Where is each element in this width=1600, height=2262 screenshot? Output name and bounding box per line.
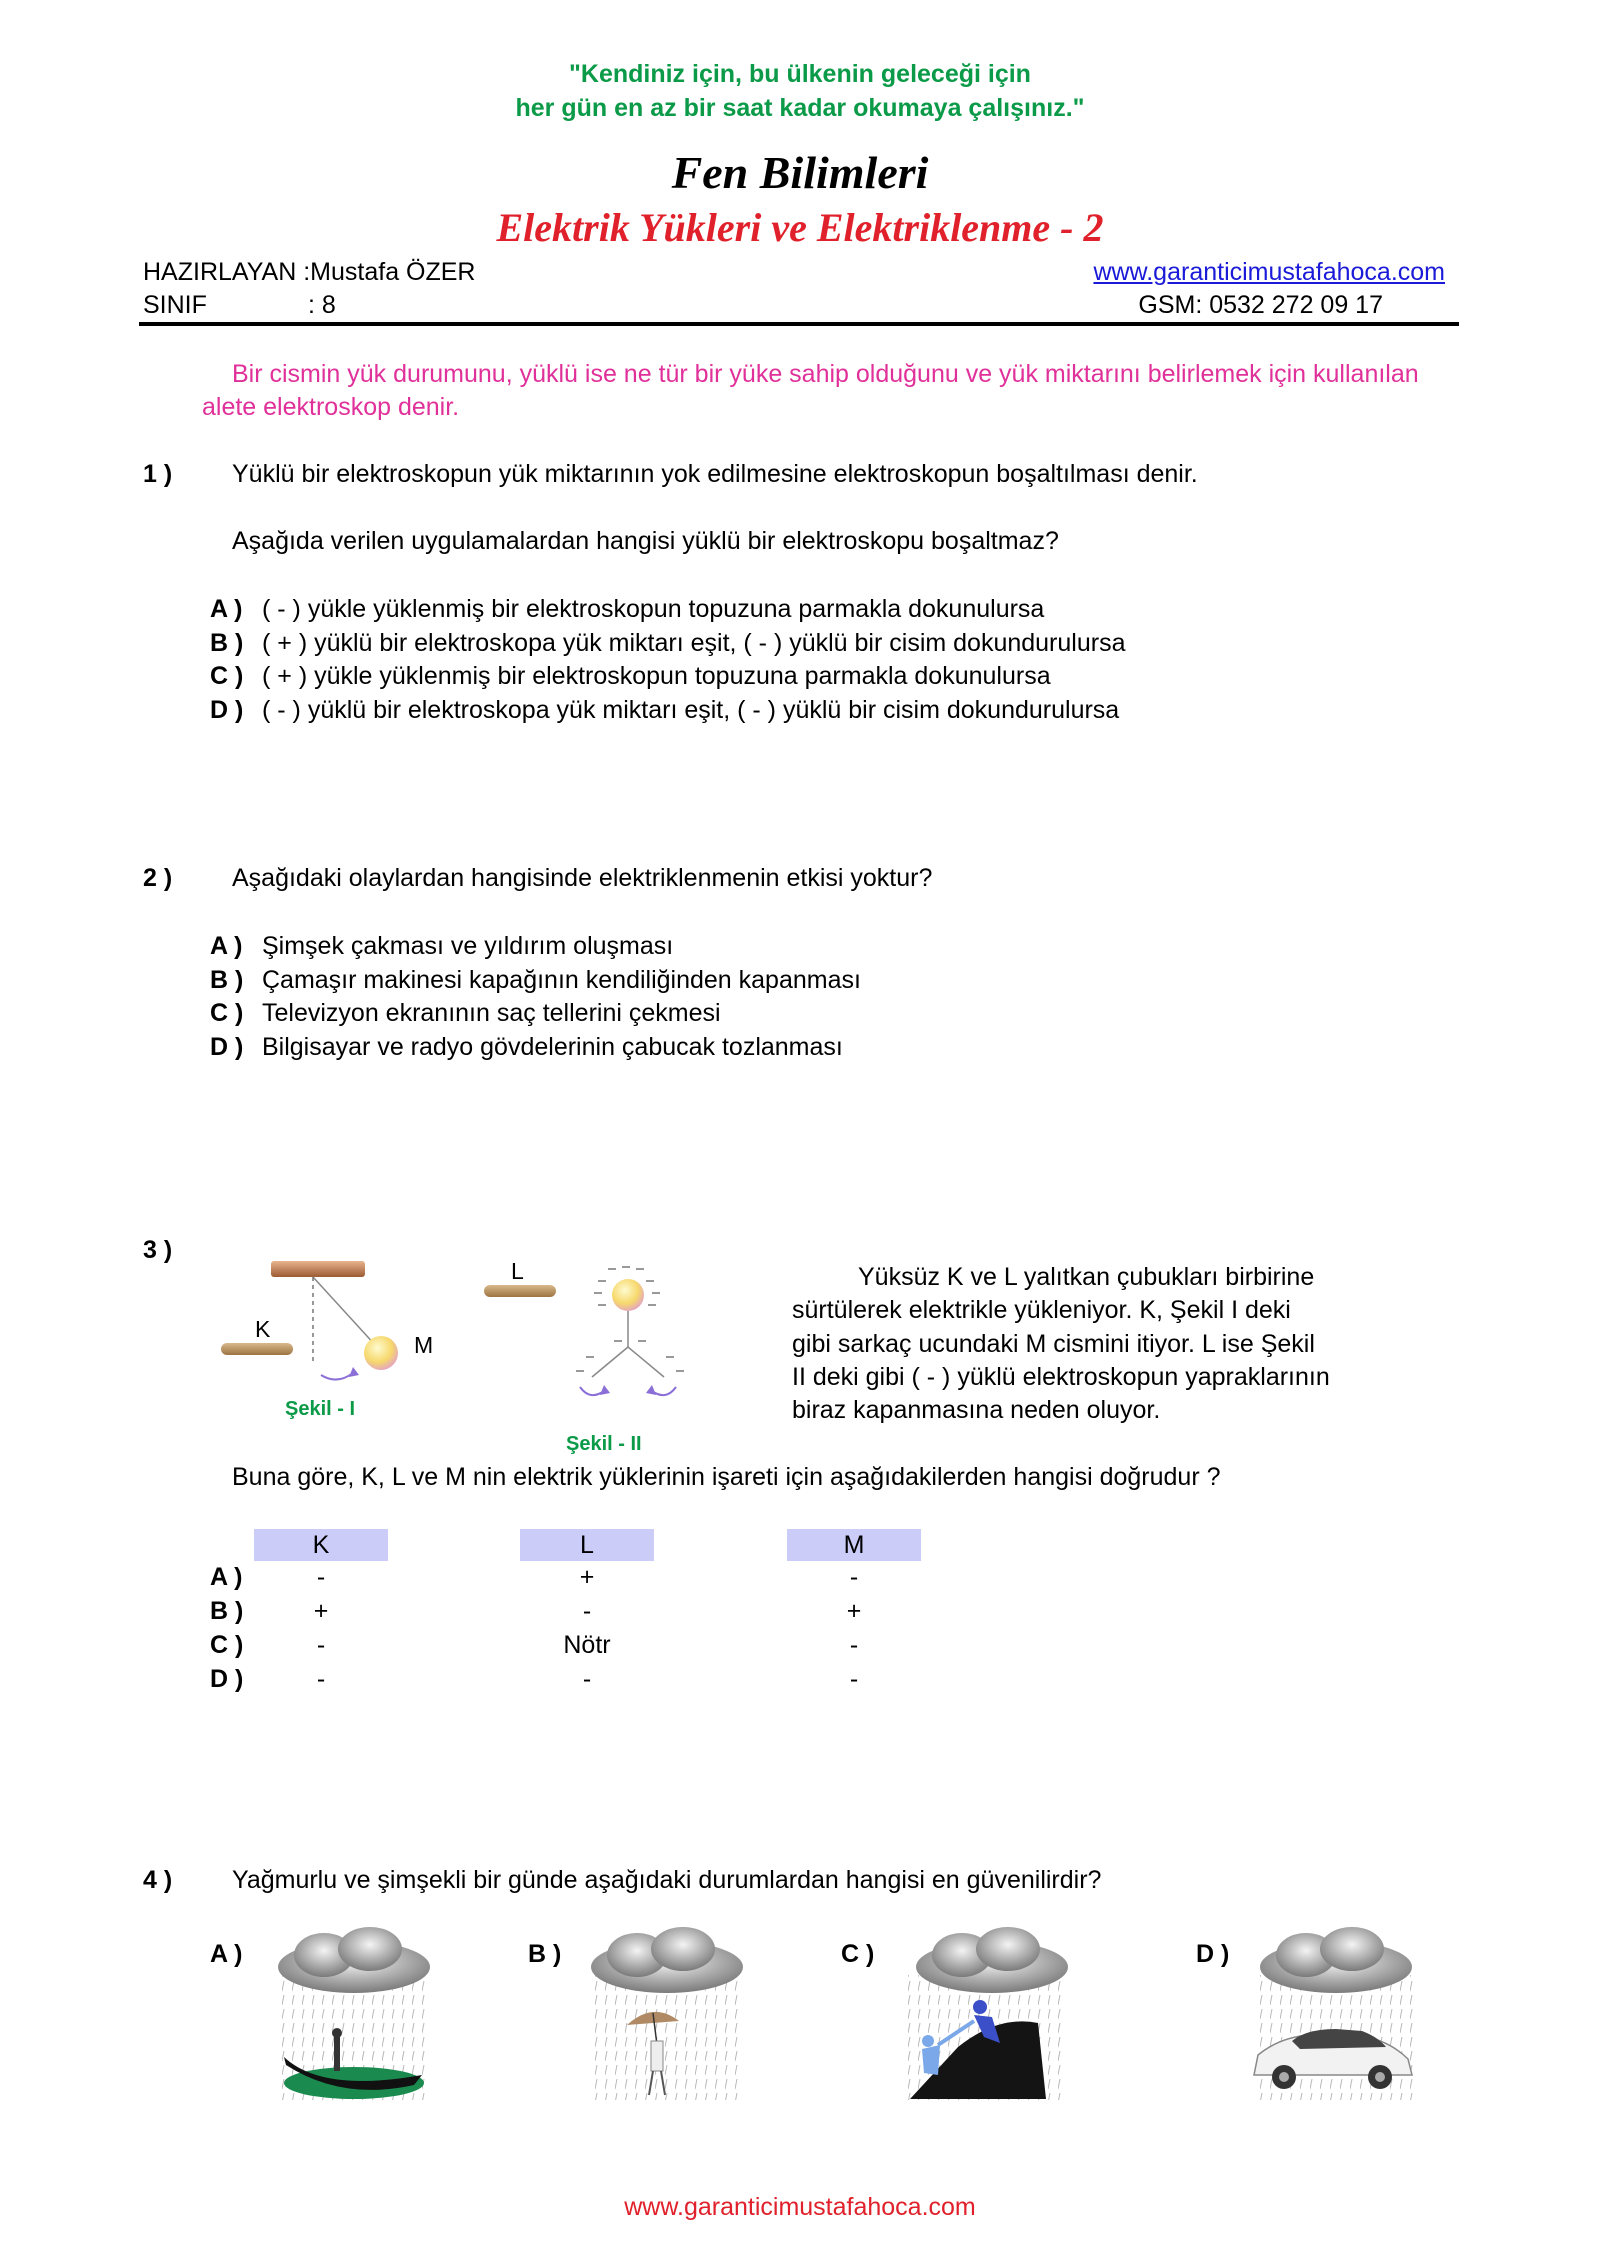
label-l: L [511,1258,524,1284]
q1-option-b[interactable]: B ) ( + ) yüklü bir elektroskopa yük miktarı eşit, ( - ) yüklü bir cisim dokundurulursa [210,629,1126,657]
q3-option-a-label[interactable]: A ) [210,1563,243,1591]
motto-line-1: "Kendiniz için, bu ülkenin geleceği için [569,60,1031,88]
q3-b-m: + [846,1597,862,1625]
q1-option-c[interactable]: C ) ( + ) yükle yüklenmiş bir elektroskopun topuzuna parmakla dokunulursa [210,662,1051,690]
pendulum-figure [215,1255,475,1395]
gondola-scene-image[interactable] [262,1925,442,2110]
q3-b-k: + [313,1597,329,1625]
q3-c-k: - [316,1631,326,1659]
electroscope-knob [612,1279,644,1311]
q2-number: 2 ) [143,864,173,892]
q1-text2: Aşağıda verilen uygulamalardan hangisi yüklü bir elektroskopu boşaltmaz? [232,527,1059,555]
class-value: : 8 [308,291,336,319]
intro-text: Bir cismin yük durumunu, yüklü ise ne tür bir yüke sahip olduğunu ve yük miktarını belirlemek için kullanılan alete elektroskop denir. [202,360,1419,421]
rod-l [484,1285,556,1297]
label-k: K [255,1316,271,1342]
q3-question: Buna göre, K, L ve M nin elektrik yüklerinin işareti için aşağıdakilerden hangisi doğrudur ? [232,1463,1221,1491]
q3-b-l: - [582,1597,592,1625]
q2-option-c[interactable]: C ) Televizyon ekranının saç tellerini çekmesi [210,999,721,1027]
car-scene-image[interactable] [1240,1925,1425,2110]
class-label: SINIF [143,291,207,319]
q3-desc-4: II deki gibi ( - ) yüklü elektroskopun yapraklarının [792,1363,1330,1391]
prepared-by: HAZIRLAYAN :Mustafa ÖZER [143,258,476,286]
figure-2-caption: Şekil - II [566,1433,642,1455]
q2-option-b[interactable]: B ) Çamaşır makinesi kapağının kendiliğinden kapanması [210,966,861,994]
q3-number: 3 ) [143,1236,173,1264]
q3-desc-3: gibi sarkaç ucundaki M cismini itiyor. L ise Şekil [792,1330,1315,1358]
website-link-header[interactable]: www.garanticimustafahoca.com [1093,258,1445,286]
motto-line-2: her gün en az bir saat kadar okumaya çalışınız." [515,94,1085,122]
page-subtitle: Elektrik Yükleri ve Elektriklenme - 2 [496,205,1104,250]
q1-option-d[interactable]: D ) ( - ) yüklü bir elektroskopa yük miktarı eşit, ( - ) yüklü bir cisim dokundurulursa [210,696,1120,724]
q2-option-d[interactable]: D ) Bilgisayar ve radyo gövdelerinin çabucak tozlanması [210,1033,843,1061]
q3-a-m: - [849,1563,859,1591]
gsm-number: GSM: 0532 272 09 17 [1138,291,1383,319]
q4-option-a-label[interactable]: A ) [210,1940,243,1968]
q4-number: 4 ) [143,1866,173,1894]
q3-d-k: - [316,1665,326,1693]
q1-option-a[interactable]: A ) ( - ) yükle yüklenmiş bir elektroskopun topuzuna parmakla dokunulursa [210,595,1045,623]
leaf-left [592,1347,628,1377]
q3-c-l: Nötr [563,1631,611,1659]
figure-1-caption: Şekil - I [285,1398,356,1420]
umbrella-scene-image[interactable] [575,1925,755,2110]
q3-desc-1: Yüksüz K ve L yalıtkan çubukları birbirine [858,1263,1315,1291]
table-header-l: L [520,1529,654,1561]
leaf-right [628,1347,664,1377]
label-m: M [414,1332,434,1358]
q3-desc-2: sürtülerek elektrikle yükleniyor. K, Şekil I deki [792,1296,1291,1324]
q4-text: Yağmurlu ve şimşekli bir günde aşağıdaki durumlardan hangisi en güvenilirdir? [232,1866,1102,1894]
q4-option-c-label[interactable]: C ) [841,1940,875,1968]
page-title: Fen Bilimleri [671,147,929,198]
q3-a-l: + [579,1563,595,1591]
q1-number: 1 ) [143,460,173,488]
q3-desc-5: biraz kapanmasına neden oluyor. [792,1396,1161,1424]
q3-a-k: - [316,1563,326,1591]
q1-text1: Yüklü bir elektroskopun yük miktarının yok edilmesine elektroskopun boşaltılması denir. [232,460,1198,488]
q4-option-d-label[interactable]: D ) [1196,1940,1230,1968]
pendulum-string [313,1277,377,1347]
rod-k [221,1343,293,1355]
header-rule [139,322,1459,326]
q3-option-c-label[interactable]: C ) [210,1631,244,1659]
q3-option-b-label[interactable]: B ) [210,1597,244,1625]
q2-text: Aşağıdaki olaylardan hangisinde elektriklenmenin etkisi yoktur? [232,864,933,892]
table-header-k: K [254,1529,388,1561]
climbers-scene-image[interactable] [888,1925,1083,2110]
footer-website[interactable]: www.garanticimustafahoca.com [624,2193,976,2221]
q2-option-a[interactable]: A ) Şimşek çakması ve yıldırım oluşması [210,932,674,960]
q3-option-d-label[interactable]: D ) [210,1665,244,1693]
q3-d-m: - [849,1665,859,1693]
table-header-m: M [787,1529,921,1561]
q3-d-l: - [582,1665,592,1693]
q4-option-b-label[interactable]: B ) [528,1940,562,1968]
pendulum-ball-m [364,1336,398,1370]
q3-c-m: - [849,1631,859,1659]
